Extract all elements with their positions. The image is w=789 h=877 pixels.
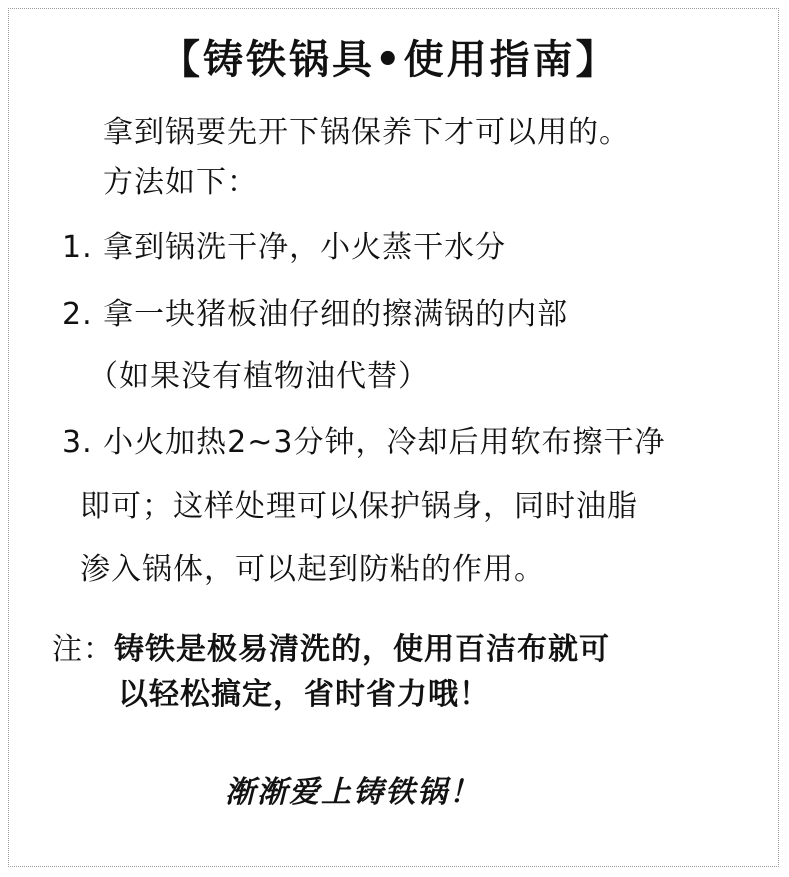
- note-line-1: [52, 632, 610, 667]
- closing-slogan: 渐渐爱上铸铁锅！: [225, 775, 481, 810]
- step-2: 2. 拿一块猪板油仔细的擦满锅的内部: [62, 297, 569, 332]
- step-1: 1. 拿到锅洗干净，小火蒸干水分: [62, 230, 507, 265]
- intro-line-2: 方法如下：: [103, 165, 258, 200]
- step-3-line-3: 渗入锅体，可以起到防粘的作用。: [80, 552, 545, 587]
- step-3-line-1: 3. 小火加热2~3分钟，冷却后用软布擦干净: [62, 425, 666, 460]
- note-line-2: 以轻松搞定，省时省力哦！: [118, 677, 490, 712]
- intro-line-1: 拿到锅要先开下锅保养下才可以用的。: [103, 115, 630, 150]
- note-text-1: 铸铁是极易清洗的，使用百洁布就可: [114, 632, 610, 667]
- guide-title: 【铸铁锅具•使用指南】: [160, 37, 619, 83]
- step-2-note: （如果没有植物油代替）: [88, 359, 429, 394]
- step-3-line-2: 即可；这样处理可以保护锅身，同时油脂: [80, 489, 638, 524]
- note-label: 注：: [52, 632, 114, 667]
